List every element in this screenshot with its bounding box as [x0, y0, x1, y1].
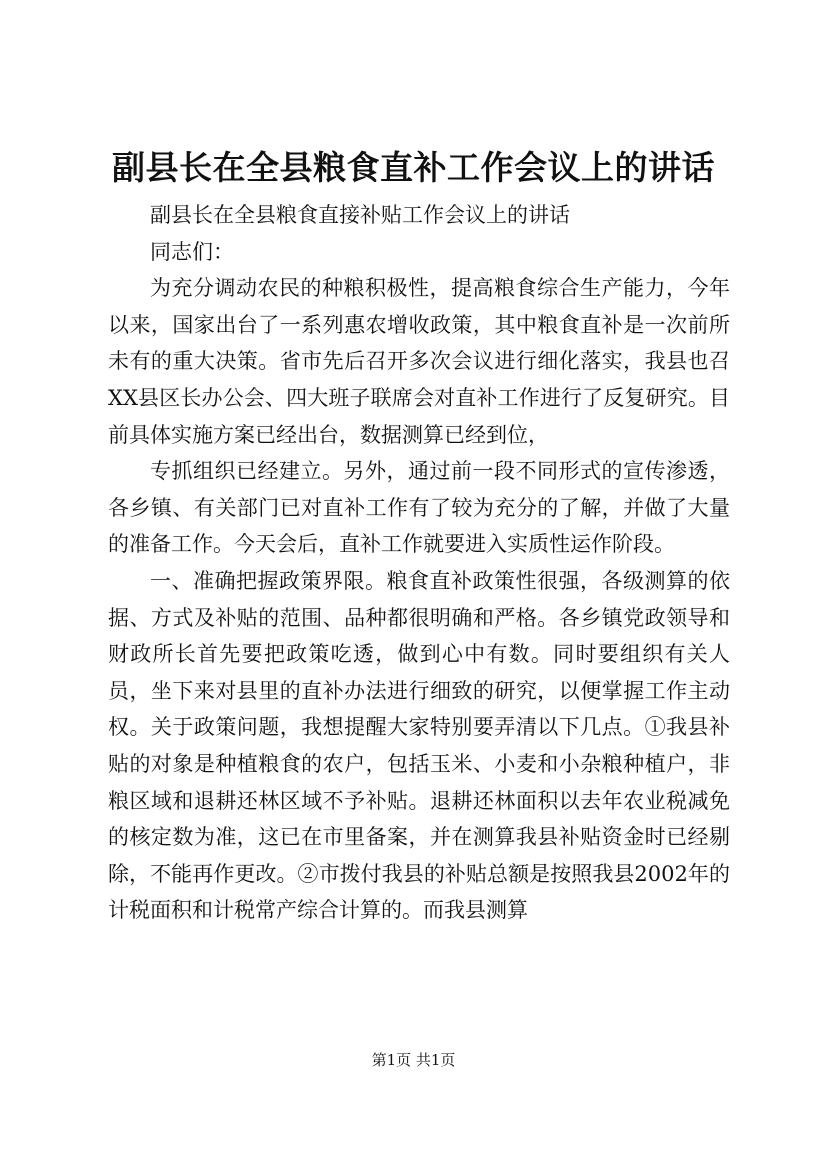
page-footer: 第1页 共1页 — [371, 1051, 456, 1069]
subtitle-line: 副县长在全县粮食直接补贴工作会议上的讲话 — [150, 203, 570, 227]
salutation-line: 同志们： — [150, 239, 234, 264]
body-paragraph-1: 为充分调动农民的种粮积极性，提高粮食综合生产能力，今年以来，国家出台了一系列惠农增收政策，其中粮食直补是一次前所未有的重大决策。省市先后召开多次会议进行细化落实，我县也召XX县区长办公会、四大班子联席会对直补工作进行了反复研究。目前具体实施方案已经出台，数据测算已经到位， — [108, 276, 730, 447]
body-paragraph-2: 专抓组织已经建立。另外，通过前一段不同形式的宣传渗透，各乡镇、有关部门已对直补工作有了较为充分的了解，并做了大量的准备工作。今天会后，直补工作就要进入实质性运作阶段。 — [108, 459, 730, 557]
document-body — [108, 197, 730, 929]
body-paragraph-3: 一、准确把握政策界限。粮食直补政策性很强，各级测算的依据、方式及补贴的范围、品种都很明确和严格。各乡镇党政领导和财政所长首先要把政策吃透，做到心中有数。同时要组织有关人员，坐下来对县里的直补办法进行细致的研究，以便掌握工作主动权。关于政策问题，我想提醒大家特别要弄清以下几点。①我县补贴的对象是种植粮食的农户，包括玉米、小麦和小杂粮种植户，非粮区域和退耕还林区域不予补贴。退耕还林面积以去年农业税减免的核定数为准，这已在市里备案，并在测算我县补贴资金时已经剔除，不能再作更改。②市拨付我县的补贴总额是按照我县2002年的计税面积和计税常产综合计算的。而我县测算 — [108, 568, 730, 923]
document-title: 副县长在全县粮食直补工作会议上的讲话 — [112, 148, 715, 187]
